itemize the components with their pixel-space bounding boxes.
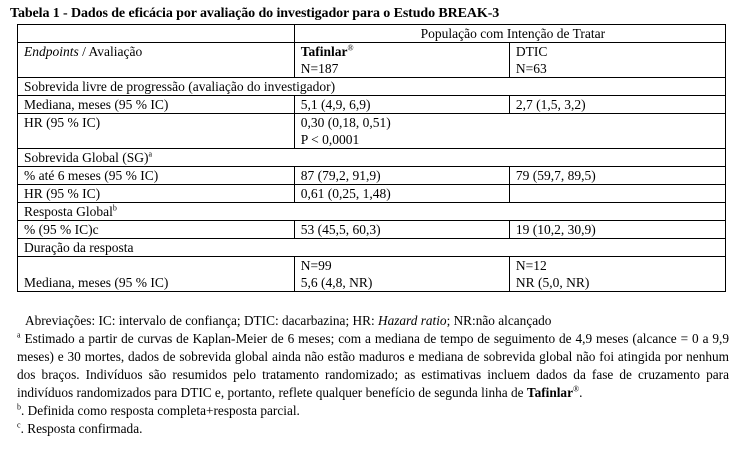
dor-median-label: Mediana, meses (95 % IC) bbox=[18, 257, 295, 292]
dor-tafinlar-cell bbox=[294, 257, 509, 292]
footnote-a-text: Estimado a partir de curvas de Kaplan-Meier de 6 meses; com a mediana de tempo de seguimento de 4,9 meses (alcance = 0 a 9,9 meses) e 30 mortes, dados de sobrevida global ainda não estão maduros e mediana de sobrevida global não foi atingida por nenhum dos braços. Indivíduos são resumidos pelo tratamento randomizado; as estimativas incluem dados da fase de cruzamento para indivíduos randomizados para DTIC e, portanto, reflete qualquer benefício de segunda linha de bbox=[17, 331, 729, 400]
header-row-population bbox=[18, 25, 726, 43]
orr-pct-dtic: 19 (10,2, 30,9) bbox=[509, 221, 725, 239]
dor-section-title: Duração da resposta bbox=[18, 239, 726, 257]
pfs-median-dtic: 2,7 (1,5, 3,2) bbox=[509, 96, 725, 114]
os-pct-tafinlar: 87 (79,2, 91,9) bbox=[294, 167, 509, 185]
header-empty-cell bbox=[18, 25, 295, 43]
footnote-a-brand: Tafinlar bbox=[526, 385, 573, 400]
pfs-hr-value: 0,30 (0,18, 0,51) bbox=[300, 115, 391, 130]
pfs-median-row bbox=[18, 96, 726, 114]
pfs-hr-label: HR (95 % IC) bbox=[18, 114, 295, 149]
dor-n-tafinlar: N=99 bbox=[300, 258, 332, 273]
os-section-cell bbox=[18, 149, 726, 167]
os-section-mark: a bbox=[148, 149, 153, 159]
header-row-arms bbox=[18, 43, 726, 78]
dor-median-tafinlar: 5,6 (4,8, NR) bbox=[300, 275, 373, 290]
endpoint-header bbox=[18, 43, 295, 78]
dor-median-dtic: NR (5,0, NR) bbox=[515, 275, 590, 290]
orr-pct-tafinlar: 53 (45,5, 60,3) bbox=[294, 221, 509, 239]
orr-pct-label: % (95 % IC)c bbox=[18, 221, 295, 239]
footnote-a bbox=[17, 330, 729, 402]
pfs-p-value: P < 0,0001 bbox=[300, 132, 360, 147]
os-pct-label: % até 6 meses (95 % IC) bbox=[18, 167, 295, 185]
dor-dtic-cell bbox=[509, 257, 725, 292]
dtic-header bbox=[509, 43, 725, 78]
footnote-c-mark: c bbox=[17, 420, 21, 430]
table-title: Tabela 1 - Dados de eficácia por avaliação do investigador para o Estudo BREAK-3 bbox=[10, 6, 500, 21]
tafinlar-header bbox=[294, 43, 509, 78]
footnote-b bbox=[17, 402, 729, 420]
dor-section-row bbox=[18, 239, 726, 257]
footnote-a-end: . bbox=[579, 385, 583, 400]
orr-section-title: Resposta Global bbox=[24, 204, 113, 219]
dtic-name: DTIC bbox=[515, 44, 548, 59]
footnote-abbreviations bbox=[17, 312, 729, 330]
os-hr-value: 0,61 (0,25, 1,48) bbox=[294, 185, 509, 203]
os-pct-dtic: 79 (59,7, 89,5) bbox=[509, 167, 725, 185]
os-hr-label: HR (95 % IC) bbox=[18, 185, 295, 203]
population-header: População com Intenção de Tratar bbox=[294, 25, 725, 43]
os-hr-empty bbox=[509, 185, 725, 203]
abbrev-suffix: ; NR:não alcançado bbox=[446, 313, 552, 328]
tafinlar-n: N=187 bbox=[300, 61, 339, 76]
footnotes bbox=[17, 312, 729, 438]
footnote-b-text: . Definida como resposta completa+resposta parcial. bbox=[21, 403, 300, 418]
footnote-c-text: . Resposta confirmada. bbox=[20, 421, 143, 436]
endpoint-label-italic: Endpoints bbox=[24, 44, 79, 59]
abbrev-prefix: Abreviações: IC: intervalo de confiança; DTIC: dacarbazina; HR: bbox=[25, 313, 378, 328]
abbrev-italic: Hazard ratio bbox=[377, 313, 447, 328]
orr-section-mark: b bbox=[112, 203, 117, 213]
os-section-row bbox=[18, 149, 726, 167]
os-section-title: Sobrevida Global (SG) bbox=[24, 150, 149, 165]
endpoint-label-rest: / Avaliação bbox=[78, 44, 143, 59]
footnote-a-mark: a bbox=[17, 330, 21, 340]
os-pct-row bbox=[18, 167, 726, 185]
footnote-a-brand-mark: ® bbox=[572, 384, 580, 394]
footnote-c bbox=[17, 420, 729, 438]
orr-section-row bbox=[18, 203, 726, 221]
pfs-section-title: Sobrevida livre de progressão (avaliação do investigador) bbox=[18, 78, 726, 96]
dor-n-dtic: N=12 bbox=[515, 258, 547, 273]
tafinlar-mark: ® bbox=[347, 43, 354, 53]
pfs-median-tafinlar: 5,1 (4,9, 6,9) bbox=[294, 96, 509, 114]
dtic-n: N=63 bbox=[515, 61, 547, 76]
footnote-b-mark: b bbox=[17, 402, 21, 412]
tafinlar-name: Tafinlar bbox=[300, 44, 348, 59]
efficacy-table bbox=[17, 24, 726, 292]
pfs-hr-row bbox=[18, 114, 726, 149]
orr-section-cell bbox=[18, 203, 726, 221]
orr-pct-row bbox=[18, 221, 726, 239]
pfs-hr-cell bbox=[294, 114, 725, 149]
pfs-median-label: Mediana, meses (95 % IC) bbox=[18, 96, 295, 114]
os-hr-row bbox=[18, 185, 726, 203]
pfs-section-row bbox=[18, 78, 726, 96]
dor-median-row bbox=[18, 257, 726, 292]
